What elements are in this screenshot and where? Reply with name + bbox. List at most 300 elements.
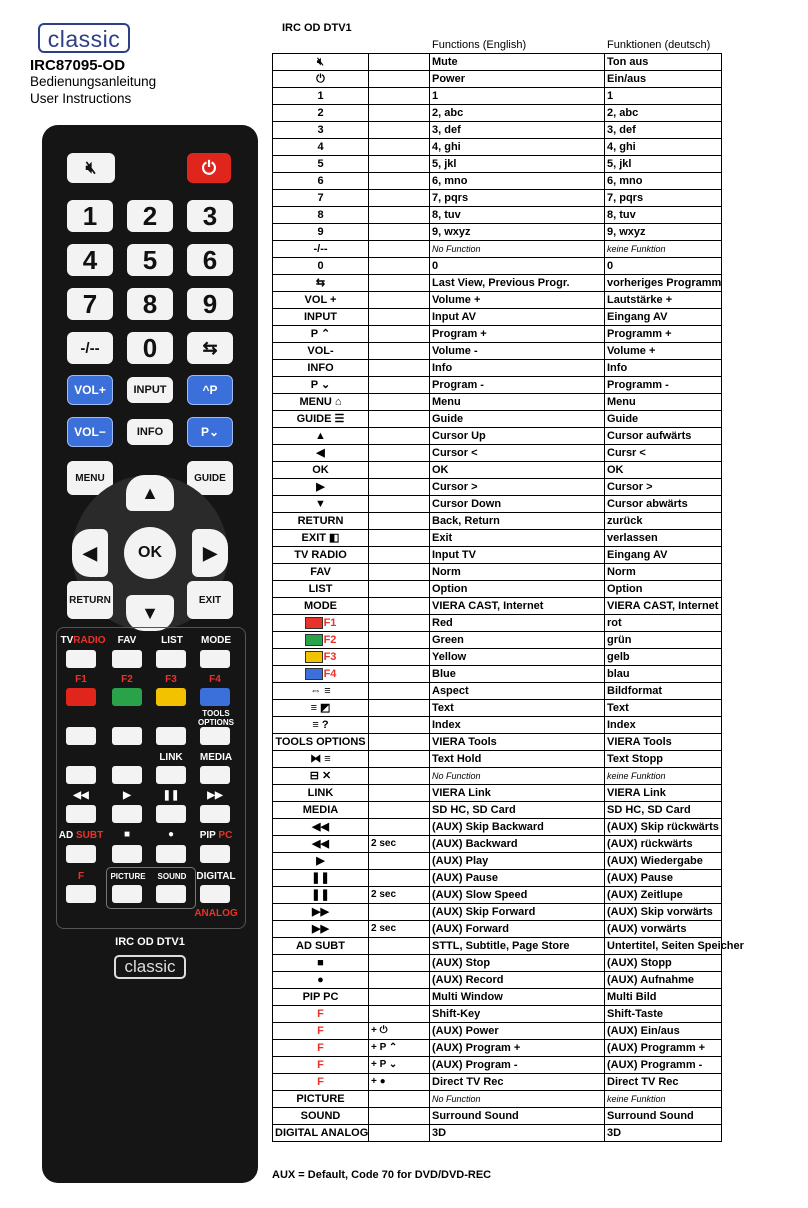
- key-cell: [273, 377, 369, 394]
- key-label: 0: [317, 260, 324, 272]
- table-row: [273, 139, 722, 156]
- function-english: Option: [430, 581, 605, 598]
- function-english: (AUX) Record: [430, 972, 605, 989]
- remote-key-yellow: [156, 688, 186, 706]
- table-row: [273, 411, 722, 428]
- label-media: MEDIA: [199, 752, 233, 763]
- remote-key-6: 6: [187, 244, 233, 276]
- function-english: 7, pqrs: [430, 190, 605, 207]
- function-english: Blue: [430, 666, 605, 683]
- table-row: [273, 615, 722, 632]
- key-cell: [273, 700, 369, 717]
- function-english: Multi Window: [430, 989, 605, 1006]
- function-english: (AUX) Skip Backward: [430, 819, 605, 836]
- function-german: Untertitel, Seiten Speicher: [605, 938, 722, 955]
- key-cell: [273, 258, 369, 275]
- function-english: (AUX) Program +: [430, 1040, 605, 1057]
- radio-text: RADIO: [73, 635, 106, 646]
- function-german: Lautstärke +: [605, 292, 722, 309]
- table-row: [273, 309, 722, 326]
- remote-guide: GUIDE: [187, 461, 233, 495]
- play-icon: ▶: [316, 855, 325, 867]
- table-row: [273, 428, 722, 445]
- key-label: P: [310, 379, 318, 391]
- function-german: Norm: [605, 564, 722, 581]
- function-german: Programm -: [605, 377, 722, 394]
- p-down-label: P: [200, 425, 209, 439]
- label-mode: MODE: [201, 635, 231, 646]
- function-german: gelb: [605, 649, 722, 666]
- key-label: TOOLS OPTIONS: [275, 736, 366, 748]
- key-cell: [273, 989, 369, 1006]
- function-english: 4, ghi: [430, 139, 605, 156]
- swap-icon: ⇆: [315, 277, 326, 289]
- p-up-label: P: [209, 383, 218, 397]
- key-cell: [273, 1074, 369, 1091]
- key-label: LIST: [308, 583, 333, 595]
- table-row: [273, 819, 722, 836]
- key-cell: [273, 887, 369, 904]
- key-cell: [273, 173, 369, 190]
- key-cell: [273, 224, 369, 241]
- label-fav: FAV: [117, 635, 137, 646]
- tv-text: TV: [60, 635, 74, 646]
- key-cell: [273, 360, 369, 377]
- table-row: [273, 938, 722, 955]
- label-list: LIST: [161, 635, 183, 646]
- remote-key-hold: [66, 766, 96, 784]
- key-label: F: [317, 1008, 324, 1020]
- key-cell: [273, 479, 369, 496]
- modifier-cell: [369, 309, 430, 326]
- key-label: EXIT: [301, 532, 326, 544]
- function-english: Index: [430, 717, 605, 734]
- function-english: Back, Return: [430, 513, 605, 530]
- key-label: F: [317, 1025, 324, 1037]
- modifier-cell: [369, 428, 430, 445]
- key-label: 2: [317, 107, 324, 119]
- table-row: [273, 921, 722, 938]
- label-f4: F4: [209, 674, 221, 685]
- footnote: AUX = Default, Code 70 for DVD/DVD-REC: [272, 1169, 492, 1181]
- modifier-cell: 2 sec: [369, 836, 430, 853]
- table-row: [273, 904, 722, 921]
- function-german: OK: [605, 462, 722, 479]
- rewind-icon: ◀◀: [312, 838, 329, 850]
- table-row: [273, 768, 722, 785]
- modifier-cell: [369, 377, 430, 394]
- label-f1: F1: [75, 674, 87, 685]
- function-english: VIERA CAST, Internet: [430, 598, 605, 615]
- modifier-cell: [369, 989, 430, 1006]
- remote-info: INFO: [127, 419, 173, 445]
- remote-key-aspect: [66, 727, 96, 745]
- key-cell: [273, 445, 369, 462]
- modifier-cell: [369, 751, 430, 768]
- key-cell: [273, 904, 369, 921]
- key-cell: [273, 88, 369, 105]
- text-hold-icon: ⧓ ≡: [310, 753, 331, 765]
- key-label: VOL +: [304, 294, 337, 306]
- key-label: -/--: [313, 243, 328, 255]
- pc-text: PC: [218, 830, 233, 841]
- key-label: 8: [317, 209, 324, 221]
- modifier-cell: [369, 547, 430, 564]
- modifier-cell: [369, 54, 430, 71]
- table-row: [273, 377, 722, 394]
- remote-control-illustration: [42, 125, 258, 1183]
- modifier-cell: [369, 105, 430, 122]
- ad-text: AD: [58, 830, 74, 841]
- modifier-cell: [369, 955, 430, 972]
- table-row: [273, 1091, 722, 1108]
- function-english: Last View, Previous Progr.: [430, 275, 605, 292]
- function-german: 9, wxyz: [605, 224, 722, 241]
- key-cell: [273, 343, 369, 360]
- function-english: Info: [430, 360, 605, 377]
- key-label: AD SUBT: [296, 940, 345, 952]
- remote-model-name: IRC OD DTV1: [115, 936, 185, 948]
- rewind-icon: ◀◀: [312, 821, 329, 833]
- key-cell: [273, 547, 369, 564]
- function-english: (AUX) Skip Forward: [430, 904, 605, 921]
- key-cell: [273, 462, 369, 479]
- key-cell: [273, 751, 369, 768]
- key-cell: [273, 275, 369, 292]
- modifier-cell: [369, 938, 430, 955]
- function-german: (AUX) Pause: [605, 870, 722, 887]
- label-tv-radio: [60, 635, 106, 646]
- key-label: RETURN: [297, 515, 344, 527]
- label-link: LINK: [159, 752, 183, 763]
- function-english: 2, abc: [430, 105, 605, 122]
- remote-key-blue: [200, 688, 230, 706]
- key-label: PIP PC: [302, 991, 339, 1003]
- column-header-german: Funktionen (deutsch): [607, 39, 711, 51]
- remote-key-0: 0: [127, 332, 173, 364]
- key-label: INFO: [307, 362, 334, 374]
- key-label: 7: [317, 192, 324, 204]
- remote-key-rec: [156, 845, 186, 863]
- forward-icon: ▶▶: [312, 906, 329, 918]
- modifier-cell: [369, 462, 430, 479]
- mute-icon: 🔇︎: [317, 56, 324, 68]
- modifier-cell: [369, 666, 430, 683]
- remote-key-media: [200, 766, 230, 784]
- key-label: P: [310, 328, 318, 340]
- function-english: (AUX) Stop: [430, 955, 605, 972]
- function-german: Eingang AV: [605, 309, 722, 326]
- function-german: 4, ghi: [605, 139, 722, 156]
- key-label: F2: [323, 634, 337, 646]
- key-label: MEDIA: [302, 804, 339, 816]
- function-english: Exit: [430, 530, 605, 547]
- modifier-cell: [369, 479, 430, 496]
- arrow-up-icon: ▲: [126, 475, 174, 511]
- function-english: STTL, Subtitle, Page Store: [430, 938, 605, 955]
- function-german: 5, jkl: [605, 156, 722, 173]
- subtitle-icon: ⊟ ✕: [309, 770, 332, 782]
- table-row: [273, 530, 722, 547]
- function-table: [272, 53, 744, 1142]
- key-cell: [273, 428, 369, 445]
- modifier-cell: [369, 564, 430, 581]
- remote-key-red: [66, 688, 96, 706]
- table-row: [273, 717, 722, 734]
- function-german: vorheriges Programm: [605, 275, 722, 292]
- function-english: Program +: [430, 326, 605, 343]
- modifier-cell: + ●: [369, 1074, 430, 1091]
- label-pip-pc: [194, 830, 238, 841]
- function-english: Red: [430, 615, 605, 632]
- remote-key-8: 8: [127, 288, 173, 320]
- swap-icon: ⇆: [187, 332, 233, 364]
- key-cell: [273, 938, 369, 955]
- key-cell: [273, 309, 369, 326]
- modifier-cell: [369, 241, 430, 258]
- record-icon: ●: [167, 829, 175, 840]
- key-cell: [273, 1108, 369, 1125]
- function-english: Text Hold: [430, 751, 605, 768]
- function-english: 9, wxyz: [430, 224, 605, 241]
- function-german: Text Stopp: [605, 751, 722, 768]
- table-row: [273, 156, 722, 173]
- modifier-cell: 2 sec: [369, 887, 430, 904]
- function-english: No Function: [430, 768, 605, 785]
- modifier-cell: [369, 394, 430, 411]
- table-row: [273, 275, 722, 292]
- modifier-cell: [369, 343, 430, 360]
- key-cell: [273, 683, 369, 700]
- table-row: [273, 989, 722, 1006]
- function-english: (AUX) Forward: [430, 921, 605, 938]
- subtitle-german: Bedienungsanleitung: [30, 74, 157, 89]
- key-cell: [273, 241, 369, 258]
- function-german: Eingang AV: [605, 547, 722, 564]
- function-german: Programm +: [605, 326, 722, 343]
- function-german: 6, mno: [605, 173, 722, 190]
- table-row: [273, 1125, 722, 1142]
- modifier-cell: [369, 360, 430, 377]
- remote-menu: MENU: [67, 461, 113, 495]
- function-english: Cursor Down: [430, 496, 605, 513]
- key-cell: [273, 836, 369, 853]
- key-label: 1: [317, 90, 324, 102]
- modifier-cell: [369, 224, 430, 241]
- remote-input: INPUT: [127, 377, 173, 403]
- label-tools: TOOLS OPTIONS: [197, 709, 234, 727]
- function-english: SD HC, SD Card: [430, 802, 605, 819]
- modifier-cell: [369, 530, 430, 547]
- function-german: (AUX) Skip rückwärts: [605, 819, 722, 836]
- modifier-cell: [369, 904, 430, 921]
- remote-logo: classic: [114, 955, 186, 979]
- forward-icon: ▶▶: [312, 923, 329, 935]
- key-cell: [273, 105, 369, 122]
- subtitle-english: User Instructions: [30, 91, 132, 106]
- table-row: [273, 513, 722, 530]
- remote-p-down: P ⌄: [187, 417, 233, 447]
- remote-key-text: [112, 727, 142, 745]
- function-german: keine Funktion: [605, 241, 722, 258]
- key-cell: [273, 717, 369, 734]
- table-row: [273, 955, 722, 972]
- key-label: 9: [317, 226, 324, 238]
- function-german: grün: [605, 632, 722, 649]
- remote-vol-down: VOL −: [67, 417, 113, 447]
- table-row: [273, 972, 722, 989]
- pip-text: PIP: [199, 830, 216, 841]
- remote-key-play: [112, 805, 142, 823]
- modifier-cell: + P ⌃: [369, 1040, 430, 1057]
- modifier-cell: [369, 683, 430, 700]
- function-english: Menu: [430, 394, 605, 411]
- table-row: [273, 462, 722, 479]
- modifier-cell: [369, 207, 430, 224]
- function-german: blau: [605, 666, 722, 683]
- remote-key-3: 3: [187, 200, 233, 232]
- modifier-cell: [369, 870, 430, 887]
- modifier-cell: [369, 819, 430, 836]
- modifier-cell: 2 sec: [369, 921, 430, 938]
- remote-key-subtitle: [112, 766, 142, 784]
- function-german: Shift-Taste: [605, 1006, 722, 1023]
- remote-key-ff: [200, 805, 230, 823]
- remote-key-ad: [66, 845, 96, 863]
- remote-key-pip: [200, 845, 230, 863]
- table-row: [273, 71, 722, 88]
- remote-key-2: 2: [127, 200, 173, 232]
- table-row: [273, 836, 722, 853]
- modifier-cell: [369, 411, 430, 428]
- pause-icon: ❚❚: [162, 790, 180, 801]
- modifier-cell: [369, 71, 430, 88]
- table-row: [273, 547, 722, 564]
- function-german: Cursr <: [605, 445, 722, 462]
- remote-vol-up: VOL +: [67, 375, 113, 405]
- modifier-cell: [369, 649, 430, 666]
- table-row: [273, 598, 722, 615]
- function-german: (AUX) Skip vorwärts: [605, 904, 722, 921]
- key-cell: [273, 564, 369, 581]
- key-label: 4: [317, 141, 324, 153]
- function-german: (AUX) rückwärts: [605, 836, 722, 853]
- function-german: (AUX) Programm +: [605, 1040, 722, 1057]
- remote-key-rew: [66, 805, 96, 823]
- function-german: Cursor abwärts: [605, 496, 722, 513]
- power-icon: ⏻: [316, 73, 325, 85]
- key-cell: [273, 785, 369, 802]
- remote-key-green: [112, 688, 142, 706]
- key-label: F3: [323, 651, 337, 663]
- remote-return: RETURN: [67, 581, 113, 619]
- key-label: SOUND: [300, 1110, 341, 1122]
- modifier-cell: [369, 513, 430, 530]
- key-cell: [273, 139, 369, 156]
- modifier-cell: [369, 972, 430, 989]
- modifier-cell: [369, 122, 430, 139]
- rewind-icon: ◀◀: [73, 790, 89, 801]
- key-label: F1: [323, 617, 337, 629]
- arrow-right-icon: ▶: [192, 529, 228, 577]
- text-icon: ≡ ◩: [310, 702, 331, 714]
- key-cell: [273, 1057, 369, 1074]
- function-english: VIERA Link: [430, 785, 605, 802]
- function-english: (AUX) Power: [430, 1023, 605, 1040]
- function-german: Ein/aus: [605, 71, 722, 88]
- modifier-cell: [369, 1125, 430, 1142]
- remote-key-f: [66, 885, 96, 903]
- table-row: [273, 122, 722, 139]
- table-row: [273, 649, 722, 666]
- arrow-up-icon: ▲: [315, 430, 326, 442]
- label-digital: DIGITAL: [196, 871, 236, 882]
- table-row: [273, 785, 722, 802]
- blue-swatch: [305, 668, 323, 680]
- modifier-cell: [369, 88, 430, 105]
- key-cell: [273, 853, 369, 870]
- function-english: Aspect: [430, 683, 605, 700]
- function-english: (AUX) Backward: [430, 836, 605, 853]
- key-cell: [273, 870, 369, 887]
- remote-key-tools: [200, 727, 230, 745]
- remote-key-link: [156, 766, 186, 784]
- function-german: (AUX) vorwärts: [605, 921, 722, 938]
- key-label: LINK: [307, 787, 334, 799]
- table-row: [273, 1040, 722, 1057]
- key-label: DIGITAL ANALOG: [275, 1127, 369, 1139]
- function-english: Cursor Up: [430, 428, 605, 445]
- key-cell: [273, 1040, 369, 1057]
- function-english: Shift-Key: [430, 1006, 605, 1023]
- label-analog: ANALOG: [194, 908, 238, 919]
- table-row: [273, 802, 722, 819]
- table-row: [273, 224, 722, 241]
- guide-icon: ☰: [331, 413, 345, 425]
- function-german: Direct TV Rec: [605, 1074, 722, 1091]
- arrow-left-icon: ◀: [72, 529, 108, 577]
- key-cell: [273, 71, 369, 88]
- key-cell: [273, 411, 369, 428]
- function-german: (AUX) Aufnahme: [605, 972, 722, 989]
- function-german: VIERA CAST, Internet: [605, 598, 722, 615]
- key-cell: [273, 190, 369, 207]
- function-english: 0: [430, 258, 605, 275]
- function-german: (AUX) Zeitlupe: [605, 887, 722, 904]
- arrow-left-icon: ◀: [316, 447, 325, 459]
- key-cell: [273, 666, 369, 683]
- function-german: 0: [605, 258, 722, 275]
- function-german: Guide: [605, 411, 722, 428]
- function-english: 6, mno: [430, 173, 605, 190]
- function-german: Bildformat: [605, 683, 722, 700]
- key-cell: [273, 955, 369, 972]
- function-german: Option: [605, 581, 722, 598]
- modifier-cell: [369, 581, 430, 598]
- stop-icon: ■: [317, 957, 324, 969]
- stop-icon: ■: [123, 829, 131, 840]
- function-english: Power: [430, 71, 605, 88]
- remote-key-tv: [66, 650, 96, 668]
- function-english: Input AV: [430, 309, 605, 326]
- modifier-cell: [369, 156, 430, 173]
- table-row: [273, 734, 722, 751]
- modifier-cell: [369, 292, 430, 309]
- function-german: VIERA Tools: [605, 734, 722, 751]
- remote-key-5: 5: [127, 244, 173, 276]
- table-row: [273, 207, 722, 224]
- remote-key-7: 7: [67, 288, 113, 320]
